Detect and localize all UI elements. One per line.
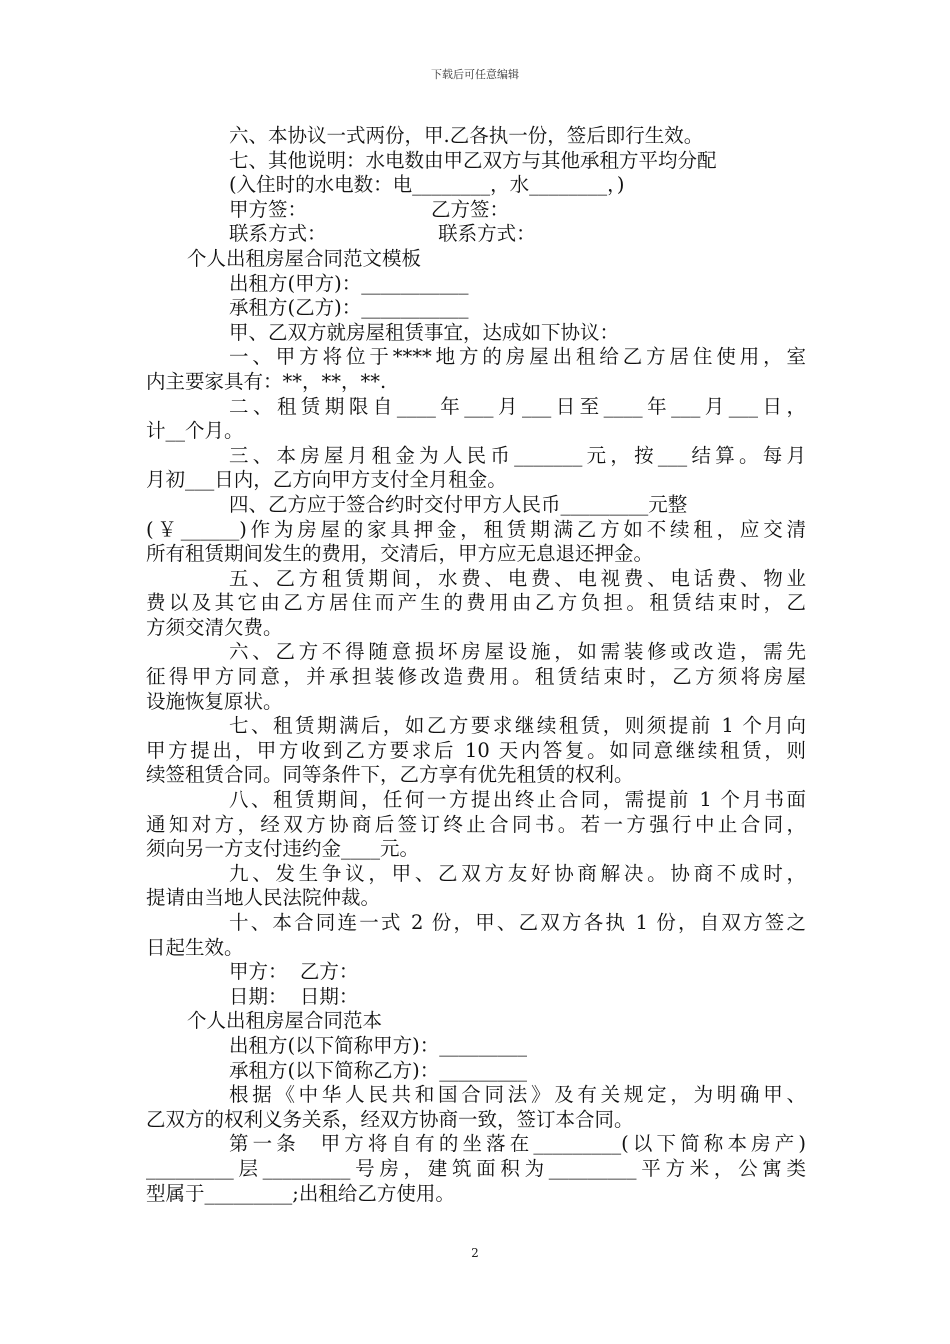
page-header: 下载后可任意编辑 bbox=[431, 68, 519, 81]
text-line: 通知对方，经双方协商后签订终止合同书。若一方强行中止合同， bbox=[146, 812, 806, 836]
text-line: 联系方式： 联系方式： bbox=[229, 222, 536, 246]
text-line: 承租方(乙方)：___________ bbox=[229, 296, 469, 320]
text-line: 甲方签： 乙方签： bbox=[229, 197, 509, 221]
text-line: 六、本协议一式两份，甲.乙各执一份，签后即行生效。 bbox=[229, 124, 704, 147]
text-line: 七、其他说明：水电数由甲乙双方与其他承租方平均分配 bbox=[229, 148, 717, 172]
text-line: 七、租赁期满后，如乙方要求继续租赁，则须提前 1 个月向 bbox=[229, 714, 806, 738]
text-line: 一、甲方将位于****地方的房屋出租给乙方居住使用，室 bbox=[229, 345, 806, 369]
text-line: 甲方提出，甲方收到乙方要求后 10 天内答复。如同意继续租赁，则 bbox=[146, 738, 806, 762]
text-line: 甲方： 乙方： bbox=[229, 960, 359, 984]
text-line: 二、租赁期限自____年___月___日至____年___月___日， bbox=[229, 394, 806, 418]
text-line: 续签租赁合同。同等条件下，乙方享有优先租赁的权利。 bbox=[146, 763, 634, 787]
text-line: 须向另一方支付违约金____元。 bbox=[146, 837, 420, 861]
text-line: 四、乙方应于签合约时交付甲方人民币_________元整 bbox=[229, 492, 688, 516]
text-line: 乙双方的权利义务关系，经双方协商一致，签订本合同。 bbox=[146, 1107, 634, 1131]
text-line: 十、本合同连一式 2 份，甲、乙双方各执 1 份，自双方签之 bbox=[229, 911, 806, 934]
text-line: 所有租赁期间发生的费用，交清后，甲方应无息退还押金。 bbox=[146, 542, 654, 566]
text-line: 日期： 日期： bbox=[229, 984, 359, 1008]
document-body bbox=[146, 124, 806, 1206]
text-line: 甲、乙双方就房屋租赁事宜，达成如下协议： bbox=[229, 320, 620, 344]
text-line: 提请由当地人民法院仲裁。 bbox=[146, 886, 381, 910]
text-line: 征得甲方同意，并承担装修改造费用。租赁结束时，乙方须将房屋 bbox=[146, 665, 806, 689]
text-line: 出租方(以下简称甲方)：_________ bbox=[229, 1033, 527, 1057]
text-line: 五、乙方租赁期间，水费、电费、电视费、电话费、物业 bbox=[229, 566, 806, 590]
text-line: 三、本房屋月租金为人民币_______元，按___结算。每月 bbox=[229, 443, 806, 467]
text-line: _________层_________号房，建筑面积为_________平方米，公寓类 bbox=[146, 1156, 806, 1180]
text-line: 九、发生争议，甲、乙双方友好协商解决。协商不成时， bbox=[229, 861, 806, 885]
text-line: 费以及其它由乙方居住而产生的费用由乙方负担。租赁结束时，乙 bbox=[146, 591, 806, 615]
text-line: 日起生效。 bbox=[146, 935, 244, 959]
text-line: (￥______)作为房屋的家具押金，租赁期满乙方如不续租，应交清 bbox=[146, 517, 806, 541]
text-line: 八、租赁期间，任何一方提出终止合同，需提前 1 个月书面 bbox=[229, 788, 806, 812]
text-line: 方须交清欠费。 bbox=[146, 615, 283, 639]
page-number: 2 bbox=[471, 1246, 479, 1260]
text-line: 第一条 甲方将自有的坐落在_________(以下简称本房产) bbox=[229, 1132, 806, 1156]
text-line: 出租方(甲方)：___________ bbox=[229, 271, 469, 295]
text-line: 六、乙方不得随意损坏房屋设施，如需装修或改造，需先 bbox=[229, 640, 806, 664]
text-line: 设施恢复原状。 bbox=[146, 689, 283, 713]
text-line: 个人出租房屋合同范本 bbox=[187, 1009, 383, 1033]
text-line: (入住时的水电数：电________，水________，) bbox=[229, 173, 625, 197]
text-line: 根据《中华人民共和国合同法》及有关规定，为明确甲、 bbox=[229, 1083, 806, 1107]
text-line: 承租方(以下简称乙方)：_________ bbox=[229, 1058, 527, 1082]
text-line: 型属于_________;出租给乙方使用。 bbox=[146, 1181, 455, 1205]
text-line: 个人出租房屋合同范文模板 bbox=[187, 246, 422, 270]
text-line: 内主要家具有：**，**，**. bbox=[146, 369, 387, 393]
text-line: 月初___日内，乙方向甲方支付全月租金。 bbox=[146, 468, 507, 492]
text-line: 计__个月。 bbox=[146, 419, 244, 443]
